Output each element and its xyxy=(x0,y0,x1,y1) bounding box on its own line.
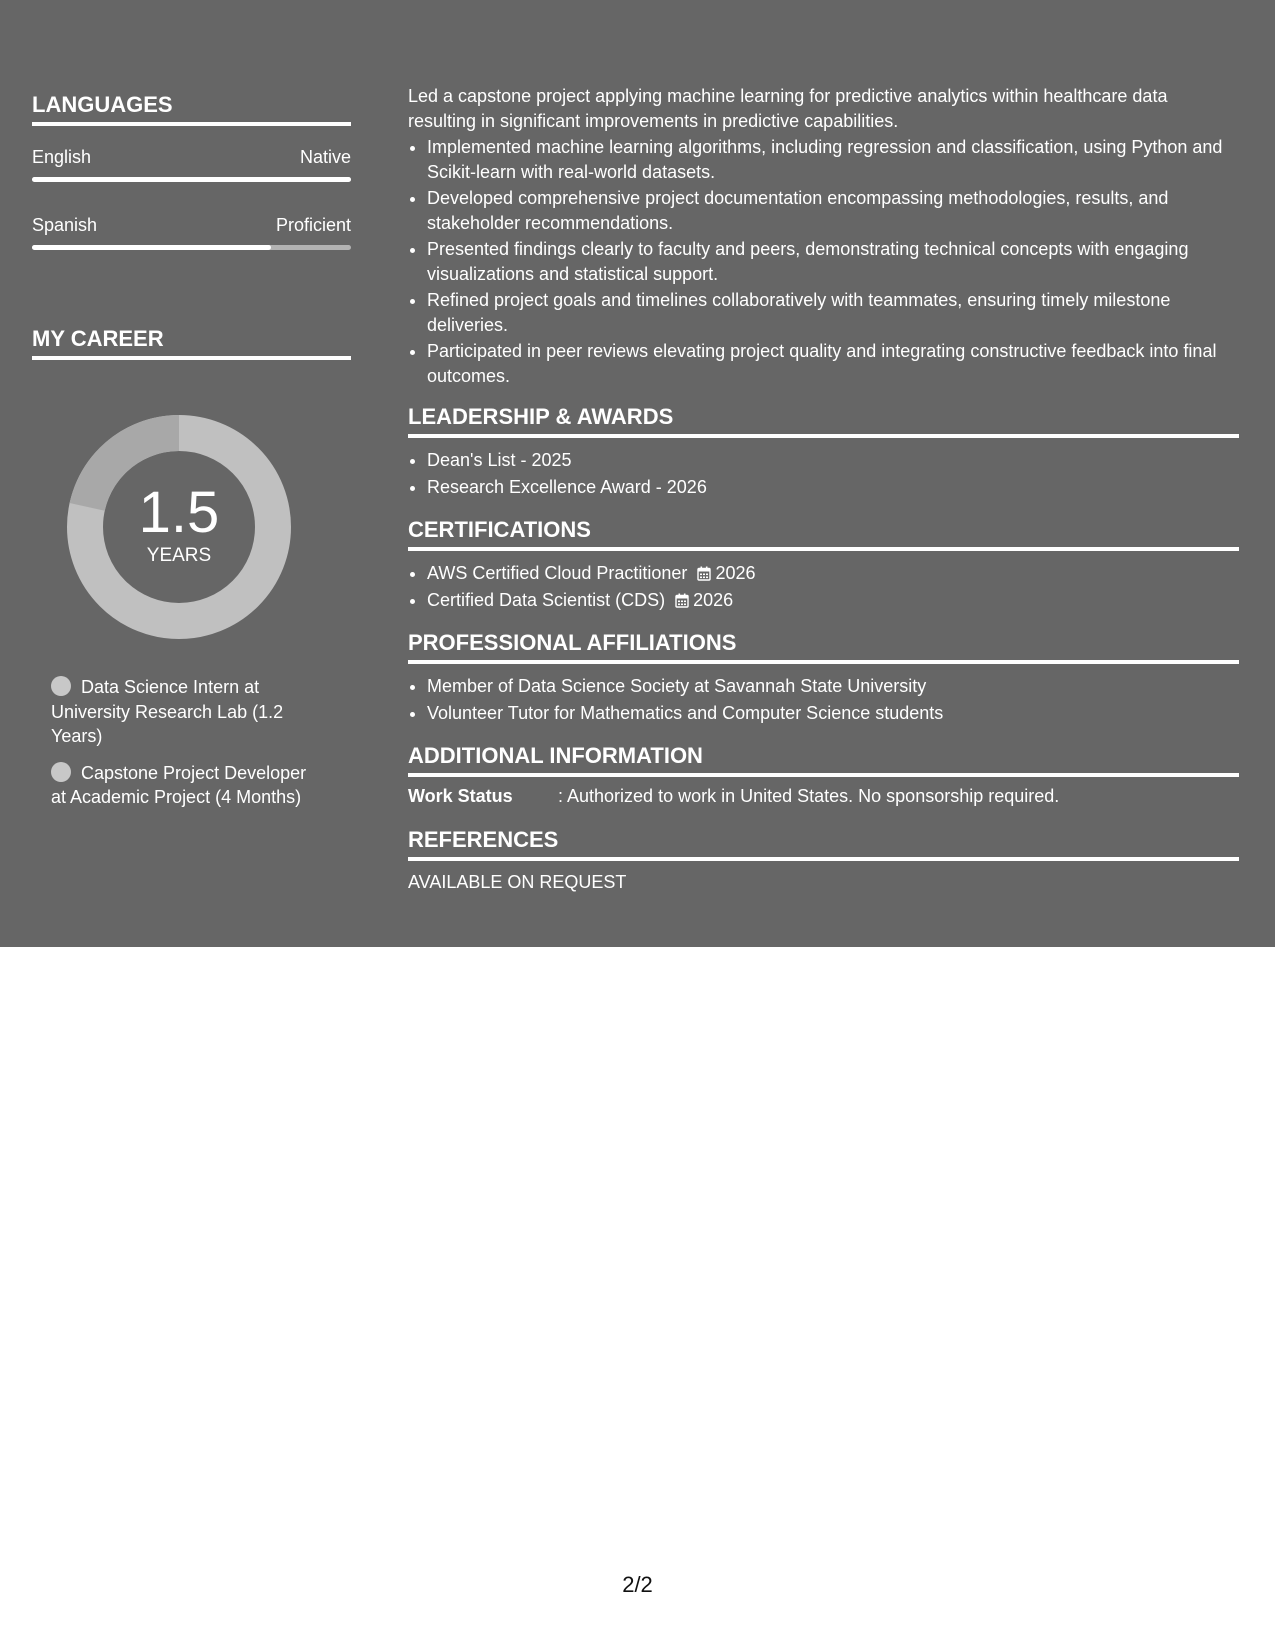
certification-name: Certified Data Scientist (CDS) xyxy=(427,589,666,610)
left-column xyxy=(32,92,351,807)
calendar-icon xyxy=(697,566,711,581)
affiliations-list xyxy=(408,674,1239,725)
career-list xyxy=(51,675,326,822)
work-status-label: Work Status xyxy=(408,786,513,806)
certification-item xyxy=(427,588,1239,613)
project-intro: Led a capstone project applying machine learning for predictive analytics within healthcare data resulting in significant improvements in predictive capabilities. xyxy=(408,86,1168,131)
certification-year: 2026 xyxy=(693,589,734,610)
certifications-list xyxy=(408,561,1239,612)
awards-section xyxy=(408,404,1239,499)
calendar-icon xyxy=(675,593,689,608)
work-status-row xyxy=(408,784,1239,809)
list-item: • Refined project goals and timelines collaboratively with teammates, ensuring timely milestone deliveries. xyxy=(427,288,1239,337)
language-row xyxy=(32,215,351,235)
page-number: 2/2 xyxy=(622,1572,653,1597)
language-level: Proficient xyxy=(275,215,351,235)
career-list-item xyxy=(51,675,326,749)
language-name: Spanish xyxy=(32,215,98,235)
languages-heading: LANGUAGES xyxy=(32,93,351,126)
references-text: AVAILABLE ON REQUEST xyxy=(408,871,627,892)
list-item: • Presented findings clearly to faculty and peers, demonstrating technical concepts with engaging visualizations and statistical support. xyxy=(427,237,1239,286)
language-item-spanish xyxy=(32,215,351,250)
career-list-item xyxy=(51,761,326,810)
list-item: • Participated in peer reviews elevating project quality and integrating constructive feedback into final outcomes. xyxy=(427,339,1239,388)
career-donut-chart xyxy=(67,415,291,639)
career-item-label: Capstone Project Developer at Academic Project (4 Months) xyxy=(51,762,307,807)
career-heading: MY CAREER xyxy=(32,327,351,360)
list-item: • Research Excellence Award - 2026 xyxy=(427,475,1239,500)
donut-center xyxy=(67,415,291,639)
certification-item xyxy=(427,561,1239,586)
career-item-label: Data Science Intern at University Research Lab (1.2 Years) xyxy=(51,677,284,746)
affiliations-section xyxy=(408,630,1239,725)
language-proficiency-bar xyxy=(32,245,351,250)
legend-dot-icon xyxy=(51,762,71,782)
language-proficiency-bar xyxy=(32,177,351,182)
language-item-english xyxy=(32,147,351,182)
awards-heading: LEADERSHIP & AWARDS xyxy=(408,404,1239,438)
language-name: English xyxy=(32,147,92,167)
list-item: • Member of Data Science Society at Savannah State University xyxy=(427,674,1239,699)
list-item: • Dean's List - 2025 xyxy=(427,448,1239,473)
certifications-heading: CERTIFICATIONS xyxy=(408,517,1239,551)
career-total-value: 1.5 xyxy=(138,480,220,545)
language-proficiency-fill xyxy=(32,177,351,182)
references-heading: REFERENCES xyxy=(408,827,1239,861)
language-row xyxy=(32,147,351,167)
right-column xyxy=(408,84,1239,894)
list-item: • Implemented machine learning algorithms, including regression and classification, using Python and Scikit-learn with real-world datasets. xyxy=(427,135,1239,184)
references-section xyxy=(408,827,1239,895)
project-bullets xyxy=(408,135,1239,388)
additional-info-heading: ADDITIONAL INFORMATION xyxy=(408,743,1239,777)
language-proficiency-fill xyxy=(32,245,271,250)
career-total-unit: YEARS xyxy=(146,545,212,566)
awards-list xyxy=(408,448,1239,499)
additional-info-section xyxy=(408,743,1239,809)
list-item: • Volunteer Tutor for Mathematics and Computer Science students xyxy=(427,701,1239,726)
affiliations-heading: PROFESSIONAL AFFILIATIONS xyxy=(408,630,1239,664)
certifications-section xyxy=(408,517,1239,612)
certification-year: 2026 xyxy=(715,563,756,583)
certification-name: AWS Certified Cloud Practitioner xyxy=(427,563,688,583)
work-status-value: : Authorized to work in United States. No sponsorship required. xyxy=(558,786,1060,806)
language-level: Native xyxy=(299,147,351,167)
list-item: • Developed comprehensive project documentation encompassing methodologies, results, and stakeholder recommendations. xyxy=(427,186,1239,235)
legend-dot-icon xyxy=(51,676,71,696)
